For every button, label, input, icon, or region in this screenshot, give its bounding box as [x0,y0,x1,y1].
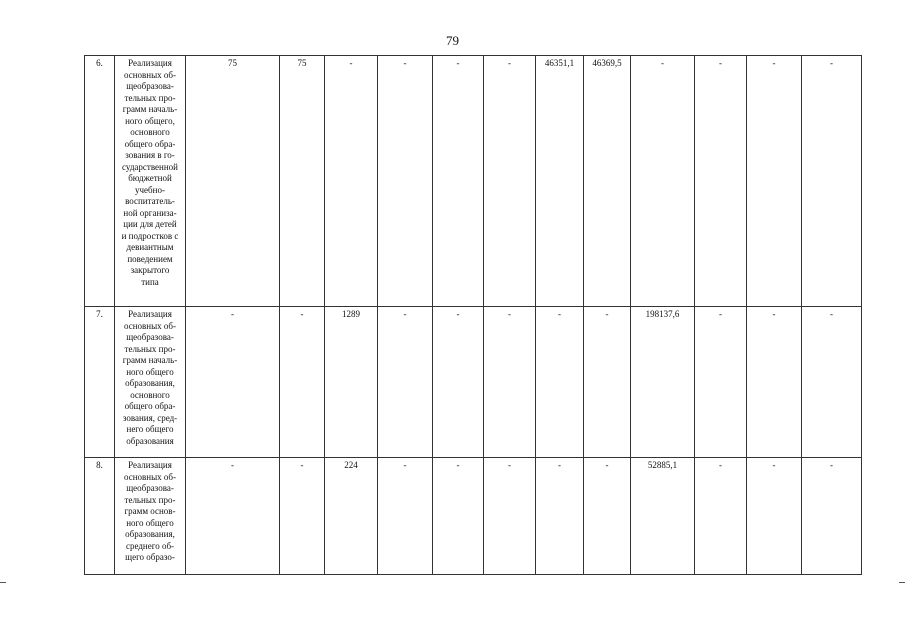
table-cell: - [484,458,536,575]
table-row [85,307,862,458]
table-cell: - [584,458,631,575]
table-row [85,56,862,307]
row-name: Реализация основных об- щеобразова- тельных про- грамм началь- ного общего образования, основного общего обра- зования, сред- него общего образования [115,307,186,458]
scan-edge-mark-left [0,582,6,583]
table-cell: - [747,458,802,575]
table-cell: - [802,56,862,307]
table-cell: 75 [186,56,280,307]
table-cell: - [378,56,433,307]
table-cell: - [536,307,584,458]
table-cell: 1289 [325,307,378,458]
table-cell: - [433,56,484,307]
table-cell: - [378,307,433,458]
table-cell: - [484,56,536,307]
table-cell: 52885,1 [631,458,695,575]
table-cell: 46369,5 [584,56,631,307]
table-cell: - [802,458,862,575]
document-table [84,55,862,575]
table-cell: - [802,307,862,458]
row-number: 8. [85,458,115,575]
table-cell: - [433,307,484,458]
table-cell: - [536,458,584,575]
table-cell: 46351,1 [536,56,584,307]
row-number: 6. [85,56,115,307]
table-cell: 75 [280,56,325,307]
table-cell: - [484,307,536,458]
table-cell: - [747,56,802,307]
row-name: Реализация основных об- щеобразова- тельных про- грамм началь- ного общего, основного общего обра- зования в го- сударственной бюджетной учебно- воспитатель- ной организа- ции для детей и подростков с девиантным поведением закрытого типа [115,56,186,307]
page-number: 79 [446,33,459,48]
table-cell: 198137,6 [631,307,695,458]
table-cell: - [280,458,325,575]
table-row [85,458,862,575]
table-cell: - [378,458,433,575]
table-cell: - [433,458,484,575]
table-cell: - [631,56,695,307]
table-cell: - [186,458,280,575]
table-cell: - [280,307,325,458]
table-cell: - [584,307,631,458]
table-cell: - [186,307,280,458]
table-cell: - [747,307,802,458]
row-name: Реализация основных об- щеобразова- тельных про- грамм основ- ного общего образования, среднего об- щего образо- [115,458,186,575]
table-cell: - [695,56,747,307]
table-cell: - [695,307,747,458]
scan-edge-mark-right [899,582,905,583]
table-cell: 224 [325,458,378,575]
table-cell: - [695,458,747,575]
row-number: 7. [85,307,115,458]
table-cell: - [325,56,378,307]
